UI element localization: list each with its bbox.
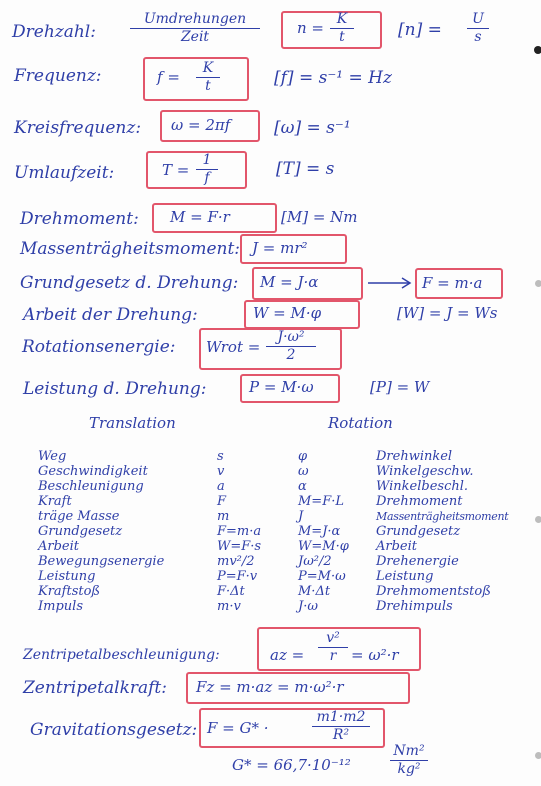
grundgesetz-label: Grundgesetz d. Drehung: [20, 273, 239, 293]
drehzahl-formula-lhs: n = [297, 19, 324, 37]
rotation-quantity: Massenträgheitsmoment [376, 510, 509, 523]
rotation-quantity: Drehimpuls [376, 599, 453, 614]
rotation-quantity: Grundgesetz [376, 524, 461, 539]
gravitation-constant-unit: Nm² kg² [390, 744, 428, 776]
leistung-unit: [P] = W [370, 378, 430, 396]
gravitation-label: Gravitationsgesetz: [30, 720, 198, 740]
rotation-symbol: M=J·α [298, 524, 341, 539]
umlaufzeit-formula-lhs: T = [162, 161, 190, 179]
binder-hole [535, 280, 541, 287]
binder-hole [534, 46, 541, 54]
frequenz-unit: [f] = s⁻¹ = Hz [274, 68, 392, 88]
rotation-symbol: J·ω [298, 599, 318, 614]
binder-hole [535, 752, 541, 759]
rotation-quantity: Drehwinkel [376, 449, 453, 464]
translation-quantity: Arbeit [38, 539, 79, 554]
massentraegheit-formula: J = mr² [252, 239, 308, 257]
rotation-quantity: Arbeit [376, 539, 417, 554]
rotation-quantity: Drehmomentstoß [376, 584, 491, 599]
translation-symbol-column [217, 449, 261, 614]
translation-symbol: P=F·v [217, 569, 258, 584]
zentripetalkraft-label: Zentripetalkraft: [23, 678, 167, 698]
zentripetalbeschleunigung-label: Zentripetalbeschleunigung: [23, 647, 220, 663]
frequenz-formula-fraction: K t [196, 61, 220, 93]
kreisfrequenz-formula: ω = 2πf [171, 116, 231, 134]
rotation-symbol: W=M·φ [298, 539, 349, 554]
rotation-symbol: φ [298, 449, 308, 464]
umlaufzeit-formula-fraction: 1 f [196, 153, 218, 185]
rotation-quantity: Winkelgeschw. [376, 464, 474, 479]
drehzahl-formula-fraction: K t [330, 12, 354, 44]
rotation-symbol: α [298, 479, 307, 494]
rotation-quantity-column [376, 449, 508, 614]
rotation-quantity: Drehmoment [376, 494, 463, 509]
translation-quantity: Leistung [38, 569, 96, 584]
drehzahl-definition: Umdrehungen Zeit [130, 12, 260, 44]
drehmoment-formula: M = F·r [170, 208, 230, 226]
arbeit-label: Arbeit der Drehung: [23, 305, 198, 325]
massentraegheit-label: Massenträgheitsmoment: [20, 239, 241, 259]
rotationsenergie-formula-lhs: Wrot = [206, 338, 261, 356]
translation-quantity: träge Masse [38, 509, 120, 524]
translation-symbol: F [217, 494, 227, 509]
zentripetalbeschleunigung-formula-fraction: v² r [318, 631, 348, 663]
arbeit-unit: [W] = J = Ws [397, 304, 498, 322]
drehzahl-unit-fraction: U s [467, 12, 489, 44]
translation-symbol: W=F·s [217, 539, 262, 554]
translation-quantity: Grundgesetz [38, 524, 123, 539]
rotationsenergie-formula-fraction: J·ω² 2 [266, 330, 316, 362]
translation-symbol: m·v [217, 599, 241, 614]
frequenz-formula-lhs: f = [157, 68, 180, 86]
kreisfrequenz-label: Kreisfrequenz: [14, 118, 142, 138]
rotation-symbol: M·Δt [298, 584, 331, 599]
drehmoment-unit: [M] = Nm [281, 208, 358, 226]
gravitation-constant: G* = 66,7·10⁻¹² [232, 756, 351, 774]
translation-symbol: v [217, 464, 225, 479]
umlaufzeit-unit: [T] = s [276, 159, 335, 179]
translation-symbol: a [217, 479, 225, 494]
translation-symbol: F=m·a [217, 524, 262, 539]
rotationsenergie-label: Rotationsenergie: [22, 337, 176, 357]
drehmoment-label: Drehmoment: [20, 209, 139, 229]
kreisfrequenz-unit: [ω] = s⁻¹ [274, 118, 351, 138]
leistung-formula: P = M·ω [249, 378, 314, 396]
translation-quantity: Geschwindigkeit [38, 464, 148, 479]
translation-symbol: mv²/2 [217, 554, 255, 569]
translation-quantity: Impuls [38, 599, 83, 614]
rotation-symbol: M=F·L [298, 494, 344, 509]
umlaufzeit-label: Umlaufzeit: [14, 163, 115, 183]
translation-symbol: m [217, 509, 230, 524]
header-rotation: Rotation [328, 414, 393, 432]
leistung-label: Leistung d. Drehung: [23, 379, 207, 399]
arrow-icon [367, 277, 413, 289]
grundgesetz-translation-formula: F = m·a [422, 274, 483, 292]
rotation-quantity: Leistung [376, 569, 434, 584]
rotation-quantity: Drehenergie [376, 554, 459, 569]
rotation-symbol-column [298, 449, 349, 614]
translation-symbol: F·Δt [217, 584, 245, 599]
translation-quantity: Bewegungsenergie [38, 554, 165, 569]
zentripetalbeschleunigung-formula-rhs: = ω²·r [351, 646, 399, 664]
rotation-symbol: ω [298, 464, 309, 479]
grundgesetz-formula: M = J·α [260, 273, 319, 291]
translation-quantity-column [38, 449, 164, 614]
translation-quantity: Weg [38, 449, 67, 464]
header-translation: Translation [89, 414, 176, 432]
translation-quantity: Kraftstoß [38, 584, 101, 599]
gravitation-formula-fraction: m1·m2 R² [312, 710, 370, 742]
zentripetalkraft-formula: Fz = m·az = m·ω²·r [196, 678, 344, 696]
binder-hole [535, 516, 541, 523]
drehzahl-label: Drehzahl: [12, 22, 96, 42]
translation-quantity: Kraft [38, 494, 72, 509]
zentripetalbeschleunigung-formula-lhs: az = [270, 646, 305, 664]
translation-symbol: s [217, 449, 224, 464]
frequenz-label: Frequenz: [14, 66, 102, 86]
rotation-symbol: P=M·ω [298, 569, 346, 584]
translation-quantity: Beschleunigung [38, 479, 144, 494]
rotation-symbol: J [298, 509, 304, 524]
drehzahl-unit-lhs: [n] = [398, 20, 442, 40]
rotation-symbol: Jω²/2 [298, 554, 332, 569]
arbeit-formula: W = M·φ [253, 304, 322, 322]
gravitation-formula-lhs: F = G* · [207, 719, 269, 737]
rotation-quantity: Winkelbeschl. [376, 479, 469, 494]
